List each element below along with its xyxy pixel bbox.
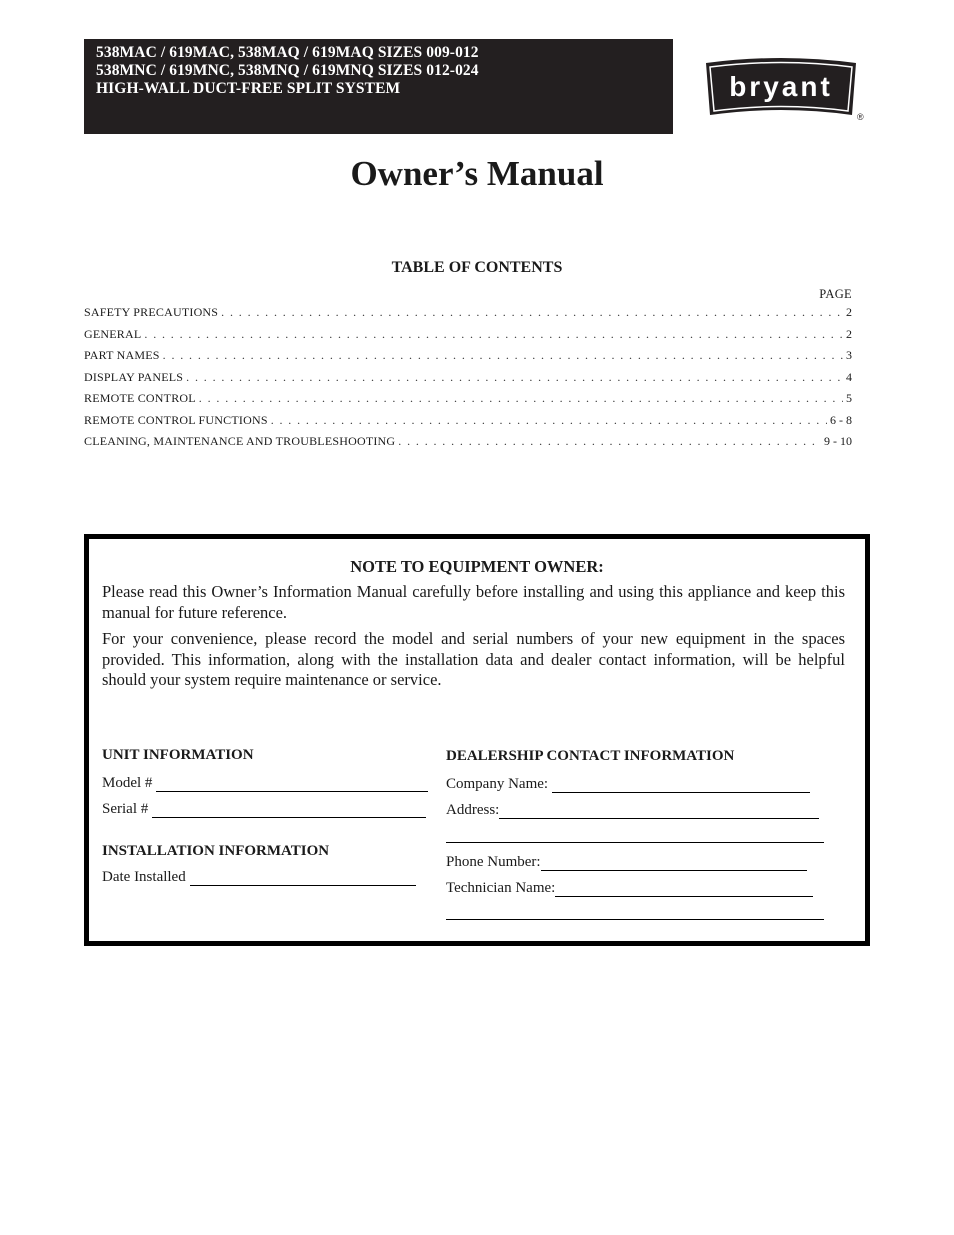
technician-extra-line[interactable] xyxy=(446,919,824,920)
system-type-line: HIGH-WALL DUCT-FREE SPLIT SYSTEM xyxy=(96,80,401,97)
toc-entry-safety-precautions[interactable] xyxy=(84,305,852,327)
toc-heading: TABLE OF CONTENTS xyxy=(391,259,563,276)
toc-leader-dots xyxy=(271,413,827,428)
note-to-owner-box xyxy=(84,534,870,946)
note-paragraph-2: For your convenience, please record the model and serial numbers of your new equipment in the spaces provided. This information, along with the installation data and dealer contact information, will be helpful should your system require maintenance or service. xyxy=(102,629,845,689)
phone-number-label: Phone Number: xyxy=(446,854,541,870)
toc-entry-cleaning-maintenance[interactable] xyxy=(84,434,852,456)
toc-entry-page: 6 - 8 xyxy=(830,412,852,427)
company-name-field[interactable] xyxy=(446,776,810,793)
toc-page-label: PAGE xyxy=(819,287,852,301)
address-input-line[interactable] xyxy=(499,804,819,819)
date-installed-input-line[interactable] xyxy=(190,871,416,886)
technician-name-field[interactable] xyxy=(446,880,813,897)
toc-entry-page: 9 - 10 xyxy=(824,434,852,448)
note-paragraph-1: Please read this Owner’s Information Manual carefully before installing and using this appliance and keep this manual for future reference. xyxy=(102,582,845,622)
date-installed-field[interactable] xyxy=(102,869,416,886)
registered-mark: ® xyxy=(857,112,864,122)
logo-text: bryant xyxy=(729,71,833,102)
installation-info-heading: INSTALLATION INFORMATION xyxy=(102,843,330,859)
page-title: Owner’s Manual xyxy=(350,154,604,193)
toc-entry-label: REMOTE CONTROL FUNCTIONS xyxy=(84,412,268,427)
toc-leader-dots xyxy=(398,434,821,449)
technician-name-input-line[interactable] xyxy=(555,882,813,897)
toc-entry-remote-control[interactable] xyxy=(84,391,852,413)
note-heading: NOTE TO EQUIPMENT OWNER: xyxy=(350,557,604,576)
model-line-2: 538MNC / 619MNC, 538MNQ / 619MNQ SIZES 012-024 xyxy=(96,62,479,79)
serial-field[interactable] xyxy=(102,801,426,818)
dealer-info-heading: DEALERSHIP CONTACT INFORMATION xyxy=(446,748,735,764)
serial-label: Serial # xyxy=(102,801,149,817)
model-input-line[interactable] xyxy=(156,777,428,792)
toc-entry-display-panels[interactable] xyxy=(84,370,852,392)
header-bar xyxy=(84,39,673,134)
toc-entry-page: 5 xyxy=(846,391,852,405)
toc-entry-general[interactable] xyxy=(84,327,852,349)
toc-entry-part-names[interactable] xyxy=(84,348,852,370)
toc-entry-page: 4 xyxy=(846,369,852,384)
unit-info-heading: UNIT INFORMATION xyxy=(102,747,254,763)
toc-entry-label: GENERAL xyxy=(84,326,142,341)
phone-number-field[interactable] xyxy=(446,854,807,871)
technician-name-label: Technician Name: xyxy=(446,880,556,896)
model-field[interactable] xyxy=(102,775,428,792)
toc-leader-dots xyxy=(186,370,843,385)
toc-list xyxy=(84,305,852,456)
bryant-logo xyxy=(700,55,862,123)
address-field[interactable] xyxy=(446,802,819,819)
serial-input-line[interactable] xyxy=(152,803,426,818)
company-name-input-line[interactable] xyxy=(552,778,810,793)
company-name-label: Company Name: xyxy=(446,776,549,792)
address-line-2[interactable] xyxy=(446,842,824,843)
toc-leader-dots xyxy=(144,327,843,342)
toc-entry-label: DISPLAY PANELS xyxy=(84,369,184,384)
date-installed-label: Date Installed xyxy=(102,869,186,885)
toc-leader-dots xyxy=(221,305,843,320)
phone-number-input-line[interactable] xyxy=(541,856,807,871)
toc-leader-dots xyxy=(163,348,843,363)
toc-entry-label: PART NAMES xyxy=(84,348,160,362)
toc-entry-page: 3 xyxy=(846,348,852,362)
model-label: Model # xyxy=(102,775,153,791)
address-label: Address: xyxy=(446,802,500,818)
model-line-1: 538MAC / 619MAC, 538MAQ / 619MAQ SIZES 009-012 xyxy=(96,44,479,61)
toc-entry-label: CLEANING, MAINTENANCE AND TROUBLESHOOTING xyxy=(84,434,396,448)
toc-entry-remote-control-functions[interactable] xyxy=(84,413,852,435)
toc-leader-dots xyxy=(199,391,843,406)
toc-entry-page: 2 xyxy=(846,326,852,341)
toc-entry-page: 2 xyxy=(846,305,852,319)
toc-entry-label: REMOTE CONTROL xyxy=(84,391,196,405)
toc-entry-label: SAFETY PRECAUTIONS xyxy=(84,305,219,319)
